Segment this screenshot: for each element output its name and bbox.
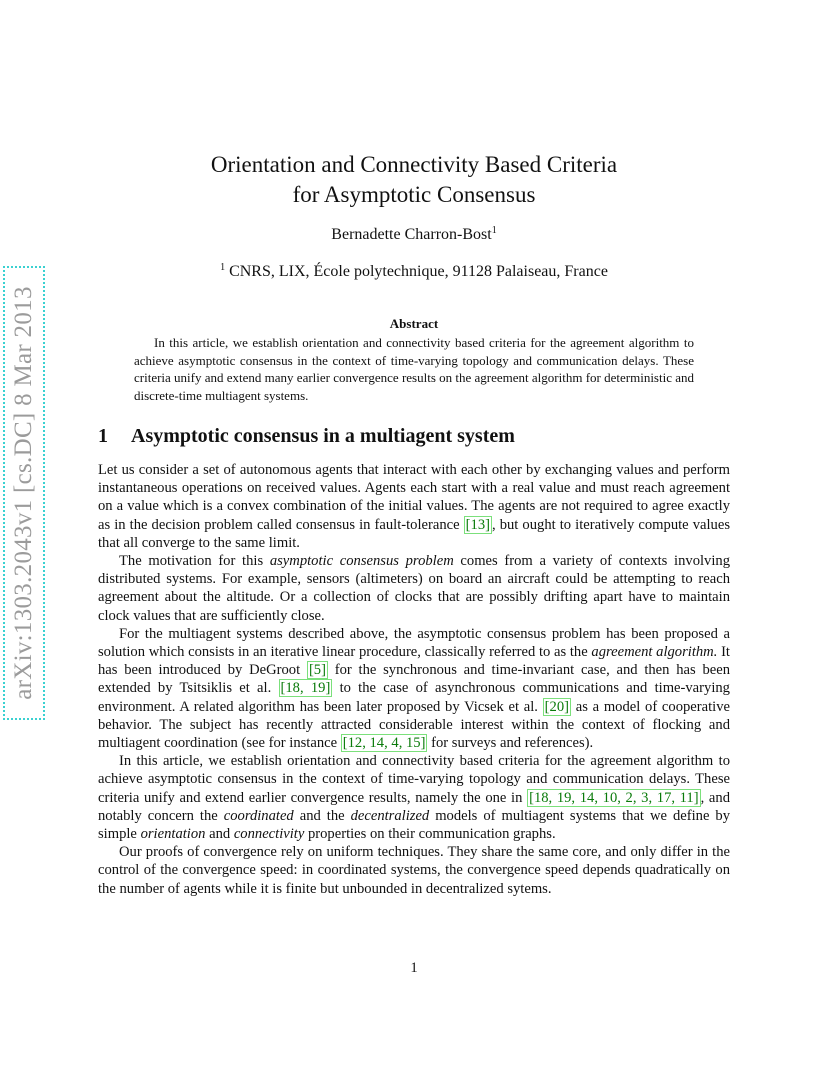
text-run: models of multiagent systems that we define by simple [98, 807, 730, 843]
arxiv-id: arXiv:1303.2043v1 [cs.DC] 8 Mar 2013 [10, 286, 37, 700]
citation-link[interactable]: [13] [465, 516, 490, 533]
arxiv-stamp [3, 266, 45, 720]
text-run: comes from a variety of contexts involving distributed systems. For example, sensors (altimeters) on board an aircraft could be attempting to reach agreement about the altitude. Or a collection of clocks that are possibly drifting apart have to maintain clock values that are sufficiently close. [98, 553, 730, 624]
text-run: to the case of asynchronous communications and time-varying environment. A related algorithm has been later proposed by Vicsek et al. [98, 680, 730, 715]
text-run: The motivation for this [119, 553, 270, 570]
paragraph-4 [98, 752, 730, 843]
emphasis: connectivity [233, 826, 305, 843]
citation-link[interactable]: [18, 19, 14, 10, 2, 3, 17, 11] [529, 789, 699, 806]
text-run: properties on their communication graphs. [304, 826, 556, 843]
citation-link[interactable]: [18, 19] [280, 680, 331, 697]
emphasis: asymptotic consensus problem [269, 553, 454, 570]
author-name: Bernadette Charron-Bost [331, 226, 492, 243]
author-line [150, 226, 678, 244]
text-run: and [205, 826, 234, 843]
abstract-heading: Abstract [389, 316, 439, 331]
text-run: and the [293, 807, 351, 824]
author-affil-mark: 1 [491, 225, 497, 236]
affiliation-line [150, 263, 678, 281]
paragraph-2 [98, 552, 730, 625]
title-line-1: Orientation and Connectivity Based Criteria [210, 152, 618, 177]
emphasis: agreement algorithm. [591, 644, 718, 661]
text-run: In this article, we establish orientation and connectivity based criteria for the agreement algorithm to achieve asymptotic consensus in the context of time-varying topology and communication delays. These criteria unify and extend earlier convergence results, namely the one in [98, 753, 730, 806]
section-number: 1 [98, 425, 108, 447]
emphasis: decentralized [350, 807, 430, 824]
section-heading [98, 425, 738, 448]
affiliation-mark: 1 [220, 262, 226, 273]
text-run: for surveys and references). [427, 735, 594, 752]
text-run: Let us consider a set of autonomous agents that interact with each other by exchanging values and perform instantaneous operations on received values. Agents each start with a real value and must reach agreement on a value which is a convex combination of the initial values. The agents are not required to agree exactly as in the decision problem called consensus in fault-tolerance [98, 462, 730, 533]
paper-title [150, 150, 678, 210]
emphasis: orientation [140, 826, 206, 843]
section-title: Asymptotic consensus in a multiagent system [131, 425, 515, 447]
text-run: as a model of cooperative behavior. The subject has recently attracted considerable interest within the context of flocking and multiagent coordination (see for instance [98, 698, 730, 752]
page-number: 1 [410, 960, 418, 976]
citation-link[interactable]: [12, 14, 4, 15] [342, 735, 426, 752]
section-body [98, 461, 730, 898]
paragraph-5: Our proofs of convergence rely on uniform techniques. They share the same core, and only differ in the control of the convergence speed: in coordinated systems, the convergence speed depends quadratically on the number of agents while it is finite but unbounded in decentralized sytems. [98, 844, 730, 897]
text-run: For the multiagent systems described above, the asymptotic consensus problem has been proposed a solution which consists in an iterative linear procedure, classically referred to as the [98, 625, 730, 661]
text-run: It has been introduced by DeGroot [98, 644, 730, 679]
affiliation-text: CNRS, LIX, École polytechnique, 91128 Palaiseau, France [229, 263, 608, 280]
emphasis: coordinated [223, 807, 294, 824]
abstract-text: In this article, we establish orientation and connectivity based criteria for the agreement algorithm to achieve asymptotic consensus in the context of time-varying topology and communication delays. These criteria unify and extend many earlier convergence results on the agreement algorithm for deterministic and discrete-time multiagent systems. [134, 335, 694, 403]
text-run: , but ought to iteratively compute values that all converge to the same limit. [98, 516, 730, 551]
title-line-2: for Asymptotic Consensus [292, 182, 536, 207]
text-run: for the synchronous and time-invariant case, and then has been extended by Tsitsiklis et al. [98, 662, 730, 697]
text-run: , and notably concern the [98, 789, 730, 824]
paragraph-1 [98, 461, 730, 552]
citation-link[interactable]: [5] [308, 662, 326, 679]
paragraph-3 [98, 625, 730, 752]
citation-link[interactable]: [20] [544, 698, 569, 715]
